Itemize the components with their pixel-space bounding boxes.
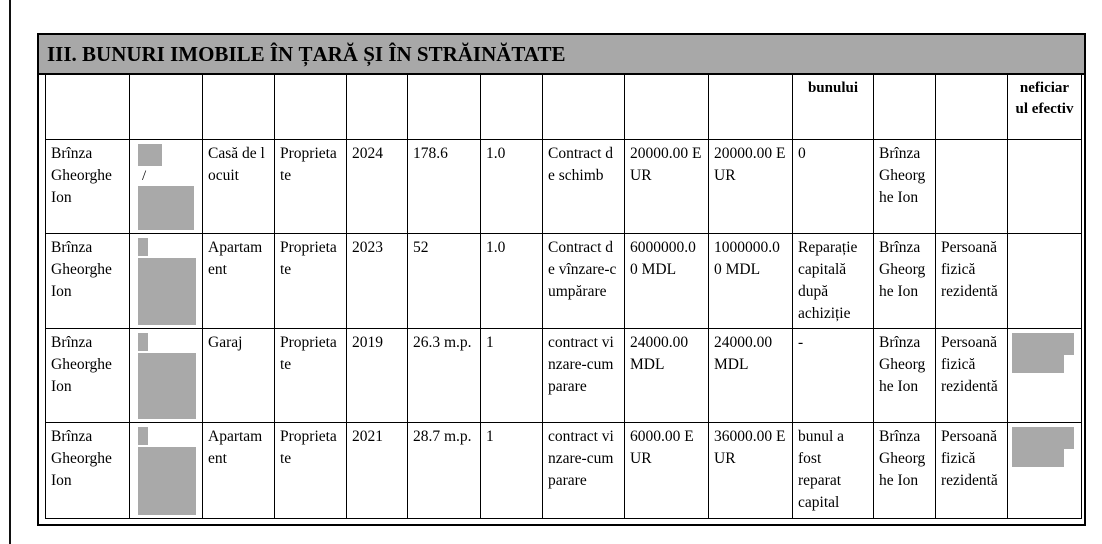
area-cell: 28.7 m.p. [408,423,481,519]
header-cell [543,75,625,140]
owner-cell: Brînza Gheorghe Ion [46,423,130,519]
redaction-block [138,258,196,325]
redacted-id-cell [130,234,203,329]
redaction-block [1012,445,1064,467]
section-title: III. BUNURI IMOBILE ÎN ȚARĂ ȘI ÎN STRĂINĂTATE [39,35,1084,75]
area-cell: 52 [408,234,481,329]
improvements-cell: bunul a fost reparat capital [793,423,874,519]
redaction-block [138,353,196,419]
improvements-cell: Reparație capitală după achiziție [793,234,874,329]
acquisition-cell: contract vinzare-cumparare [543,423,625,519]
redacted-id-cell [130,423,203,519]
value-market-cell: 20000.00 EUR [709,140,793,234]
beneficiary-cell [1008,329,1082,423]
redacted-id-cell [130,140,203,234]
header-beneficiary: neficiar ul efectiv [1008,75,1082,140]
header-improvements: bunului [793,75,874,140]
acquisition-cell: Contract de schimb [543,140,625,234]
value-cost-cell: 6000000.00 MDL [625,234,709,329]
header-cell [130,75,203,140]
holder-type-cell [936,140,1008,234]
header-cell [936,75,1008,140]
mode-cell: Proprietate [275,423,347,519]
mode-cell: Proprietate [275,234,347,329]
holder-cell: Brînza Gheorghe Ion [874,423,936,519]
value-market-cell: 24000.00 MDL [709,329,793,423]
year-cell: 2023 [347,234,408,329]
left-margin-line [9,0,11,544]
improvements-cell: - [793,329,874,423]
redaction-block [138,144,162,166]
type-cell: Apartament [203,423,275,519]
table-row [46,140,1082,234]
real-estate-section [37,33,1086,526]
table-row [46,423,1082,519]
header-cell [481,75,543,140]
owner-cell: Brînza Gheorghe Ion [46,140,130,234]
area-cell: 26.3 m.p. [408,329,481,423]
value-market-cell: 36000.00 EUR [709,423,793,519]
holder-cell: Brînza Gheorghe Ion [874,140,936,234]
acquisition-cell: contract vinzare-cumparare [543,329,625,423]
table-row [46,234,1082,329]
holder-cell: Brînza Gheorghe Ion [874,234,936,329]
area-cell: 178.6 [408,140,481,234]
header-cell [709,75,793,140]
header-cell [203,75,275,140]
beneficiary-cell [1008,423,1082,519]
beneficiary-cell [1008,140,1082,234]
header-cell [275,75,347,140]
redaction-block [138,427,148,445]
owner-cell: Brînza Gheorghe Ion [46,234,130,329]
holder-type-cell: Persoană fizică rezidentă [936,234,1008,329]
mode-cell: Proprietate [275,329,347,423]
share-cell: 1 [481,329,543,423]
share-cell: 1.0 [481,234,543,329]
redaction-block [1012,351,1064,373]
redacted-id-cell [130,329,203,423]
redaction-block [138,186,194,230]
real-estate-table [45,74,1082,519]
mode-cell: Proprietate [275,140,347,234]
value-cost-cell: 6000.00 EUR [625,423,709,519]
type-cell: Casă de locuit [203,140,275,234]
beneficiary-cell [1008,234,1082,329]
holder-type-cell: Persoană fizică rezidentă [936,423,1008,519]
value-cost-cell: 20000.00 EUR [625,140,709,234]
holder-cell: Brînza Gheorghe Ion [874,329,936,423]
owner-cell: Brînza Gheorghe Ion [46,329,130,423]
value-market-cell: 1000000.00 MDL [709,234,793,329]
header-cell [347,75,408,140]
header-cell [874,75,936,140]
id-separator: / [142,168,147,184]
holder-type-cell: Persoană fizică rezidentă [936,329,1008,423]
year-cell: 2021 [347,423,408,519]
header-cell [46,75,130,140]
share-cell: 1.0 [481,140,543,234]
redaction-block [138,238,148,256]
type-cell: Garaj [203,329,275,423]
year-cell: 2019 [347,329,408,423]
improvements-cell: 0 [793,140,874,234]
table-row [46,329,1082,423]
header-row [46,75,1082,140]
header-cell [408,75,481,140]
year-cell: 2024 [347,140,408,234]
redaction-block [138,447,196,515]
header-cell [625,75,709,140]
value-cost-cell: 24000.00 MDL [625,329,709,423]
acquisition-cell: Contract de vînzare-cumpărare [543,234,625,329]
type-cell: Apartament [203,234,275,329]
redaction-block [138,333,148,351]
share-cell: 1 [481,423,543,519]
